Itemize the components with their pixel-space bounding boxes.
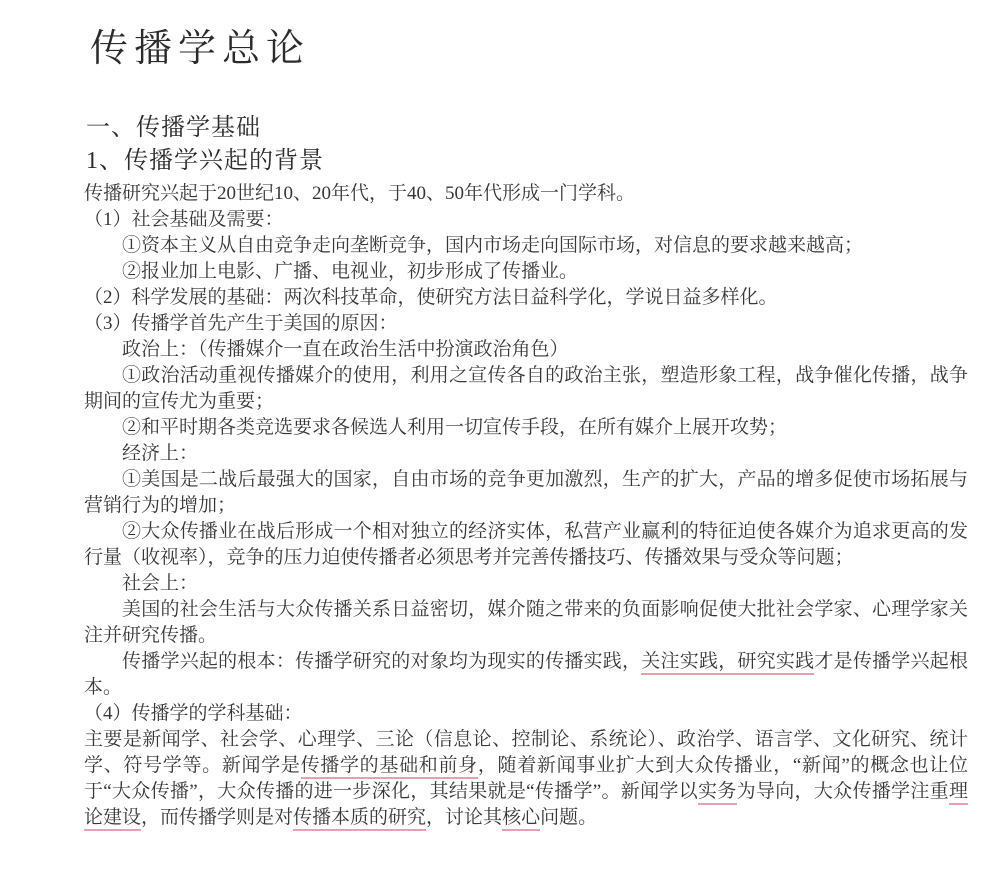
text-run: （3）传播学首先产生于美国的原因： <box>84 313 398 334</box>
text-run: 为导向，大众传播学注重 <box>736 781 949 802</box>
paragraph <box>84 207 968 233</box>
text-run: ，随着新闻事业扩大到大众传播业，“新闻”的概念也让位于“大众传播”，大众传播的进一步深化，其结果就是“传播学”。新闻学以 <box>84 755 968 802</box>
text-run: ②大众传播业在战后形成一个相对独立的经济实体，私营产业赢利的特征迫使各媒介为追求更高的发行量（收视率），竞争的压力迫使传播者必须思考并完善传播技巧、传播效果与受众等问题； <box>84 521 968 568</box>
paragraph <box>84 727 968 831</box>
text-run: 主要是新闻学、社会学、心理学、三论（信息论、控制论、系统论）、政治学、语言学、文化研究、统计学、符号学等。新闻学是 <box>84 729 968 776</box>
text-run: ②报业加上电影、广播、电视业，初步形成了传播业。 <box>122 261 579 282</box>
paragraph <box>84 311 968 337</box>
paragraph <box>84 467 968 519</box>
underlined-text: 传播学的基础和前身 <box>301 755 478 779</box>
text-run: 社会上： <box>122 573 199 594</box>
text-run: ①政治活动重视传播媒介的使用，利用之宣传各自的政治主张，塑造形象工程，战争催化传播，战争期间的宣传尤为重要； <box>84 365 968 412</box>
text-run: （1）社会基础及需要： <box>84 209 284 230</box>
text-run: 才是传播学兴起根本。 <box>84 651 968 698</box>
text-run: ①美国是二战后最强大的国家，自由市场的竞争更加激烈，生产的扩大，产品的增多促使市场拓展与营销行为的增加； <box>84 469 968 516</box>
text-run: 美国的社会生活与大众传播关系日益密切，媒介随之带来的负面影响促使大批社会学家、心理学家关注并研究传播。 <box>84 599 968 646</box>
document-body <box>84 181 968 831</box>
text-run: （2）科学发展的基础：两次科技革命，使研究方法日益科学化，学说日益多样化。 <box>84 287 778 308</box>
text-run: ②和平时期各类竞选要求各候选人利用一切宣传手段，在所有媒介上展开攻势； <box>122 417 788 438</box>
paragraph <box>84 441 968 467</box>
paragraph <box>84 415 968 441</box>
text-run: 问题。 <box>540 807 598 828</box>
text-run: 政治上：（传播媒介一直在政治生活中扮演政治角色） <box>122 339 569 360</box>
paragraph <box>84 649 968 701</box>
paragraph <box>84 285 968 311</box>
paragraph <box>84 701 968 727</box>
text-run: 传播学兴起的根本：传播学研究的对象均为现实的传播实践， <box>122 651 642 672</box>
paragraph <box>84 597 968 649</box>
underlined-text: 理论建设 <box>84 781 968 831</box>
paragraph <box>84 259 968 285</box>
paragraph <box>84 571 968 597</box>
text-run: ，讨论其 <box>426 807 503 828</box>
text-run: ，而传播学则是对 <box>141 807 294 828</box>
document-title: 传播学总论 <box>90 28 311 70</box>
text-run: 经济上： <box>122 443 199 464</box>
text-run: （4）传播学的学科基础： <box>84 703 303 724</box>
underlined-text: 实务 <box>698 781 737 805</box>
underlined-text: 关注实践，研究实践 <box>641 651 814 675</box>
section-heading: 一、传播学基础 <box>86 115 261 141</box>
paragraph <box>84 233 968 259</box>
underlined-text: 核心 <box>502 807 540 831</box>
paragraph <box>84 337 968 363</box>
paragraph <box>84 519 968 571</box>
paragraph <box>84 363 968 415</box>
paragraph <box>84 181 968 207</box>
text-run: ①资本主义从自由竞争走向垄断竞争，国内市场走向国际市场，对信息的要求越来越高； <box>122 235 864 256</box>
subsection-heading: 1、传播学兴起的背景 <box>86 148 324 174</box>
text-run: 传播研究兴起于20世纪10、20年代，于40、50年代形成一门学科。 <box>84 183 636 204</box>
underlined-text: 传播本质的研究 <box>293 807 426 831</box>
